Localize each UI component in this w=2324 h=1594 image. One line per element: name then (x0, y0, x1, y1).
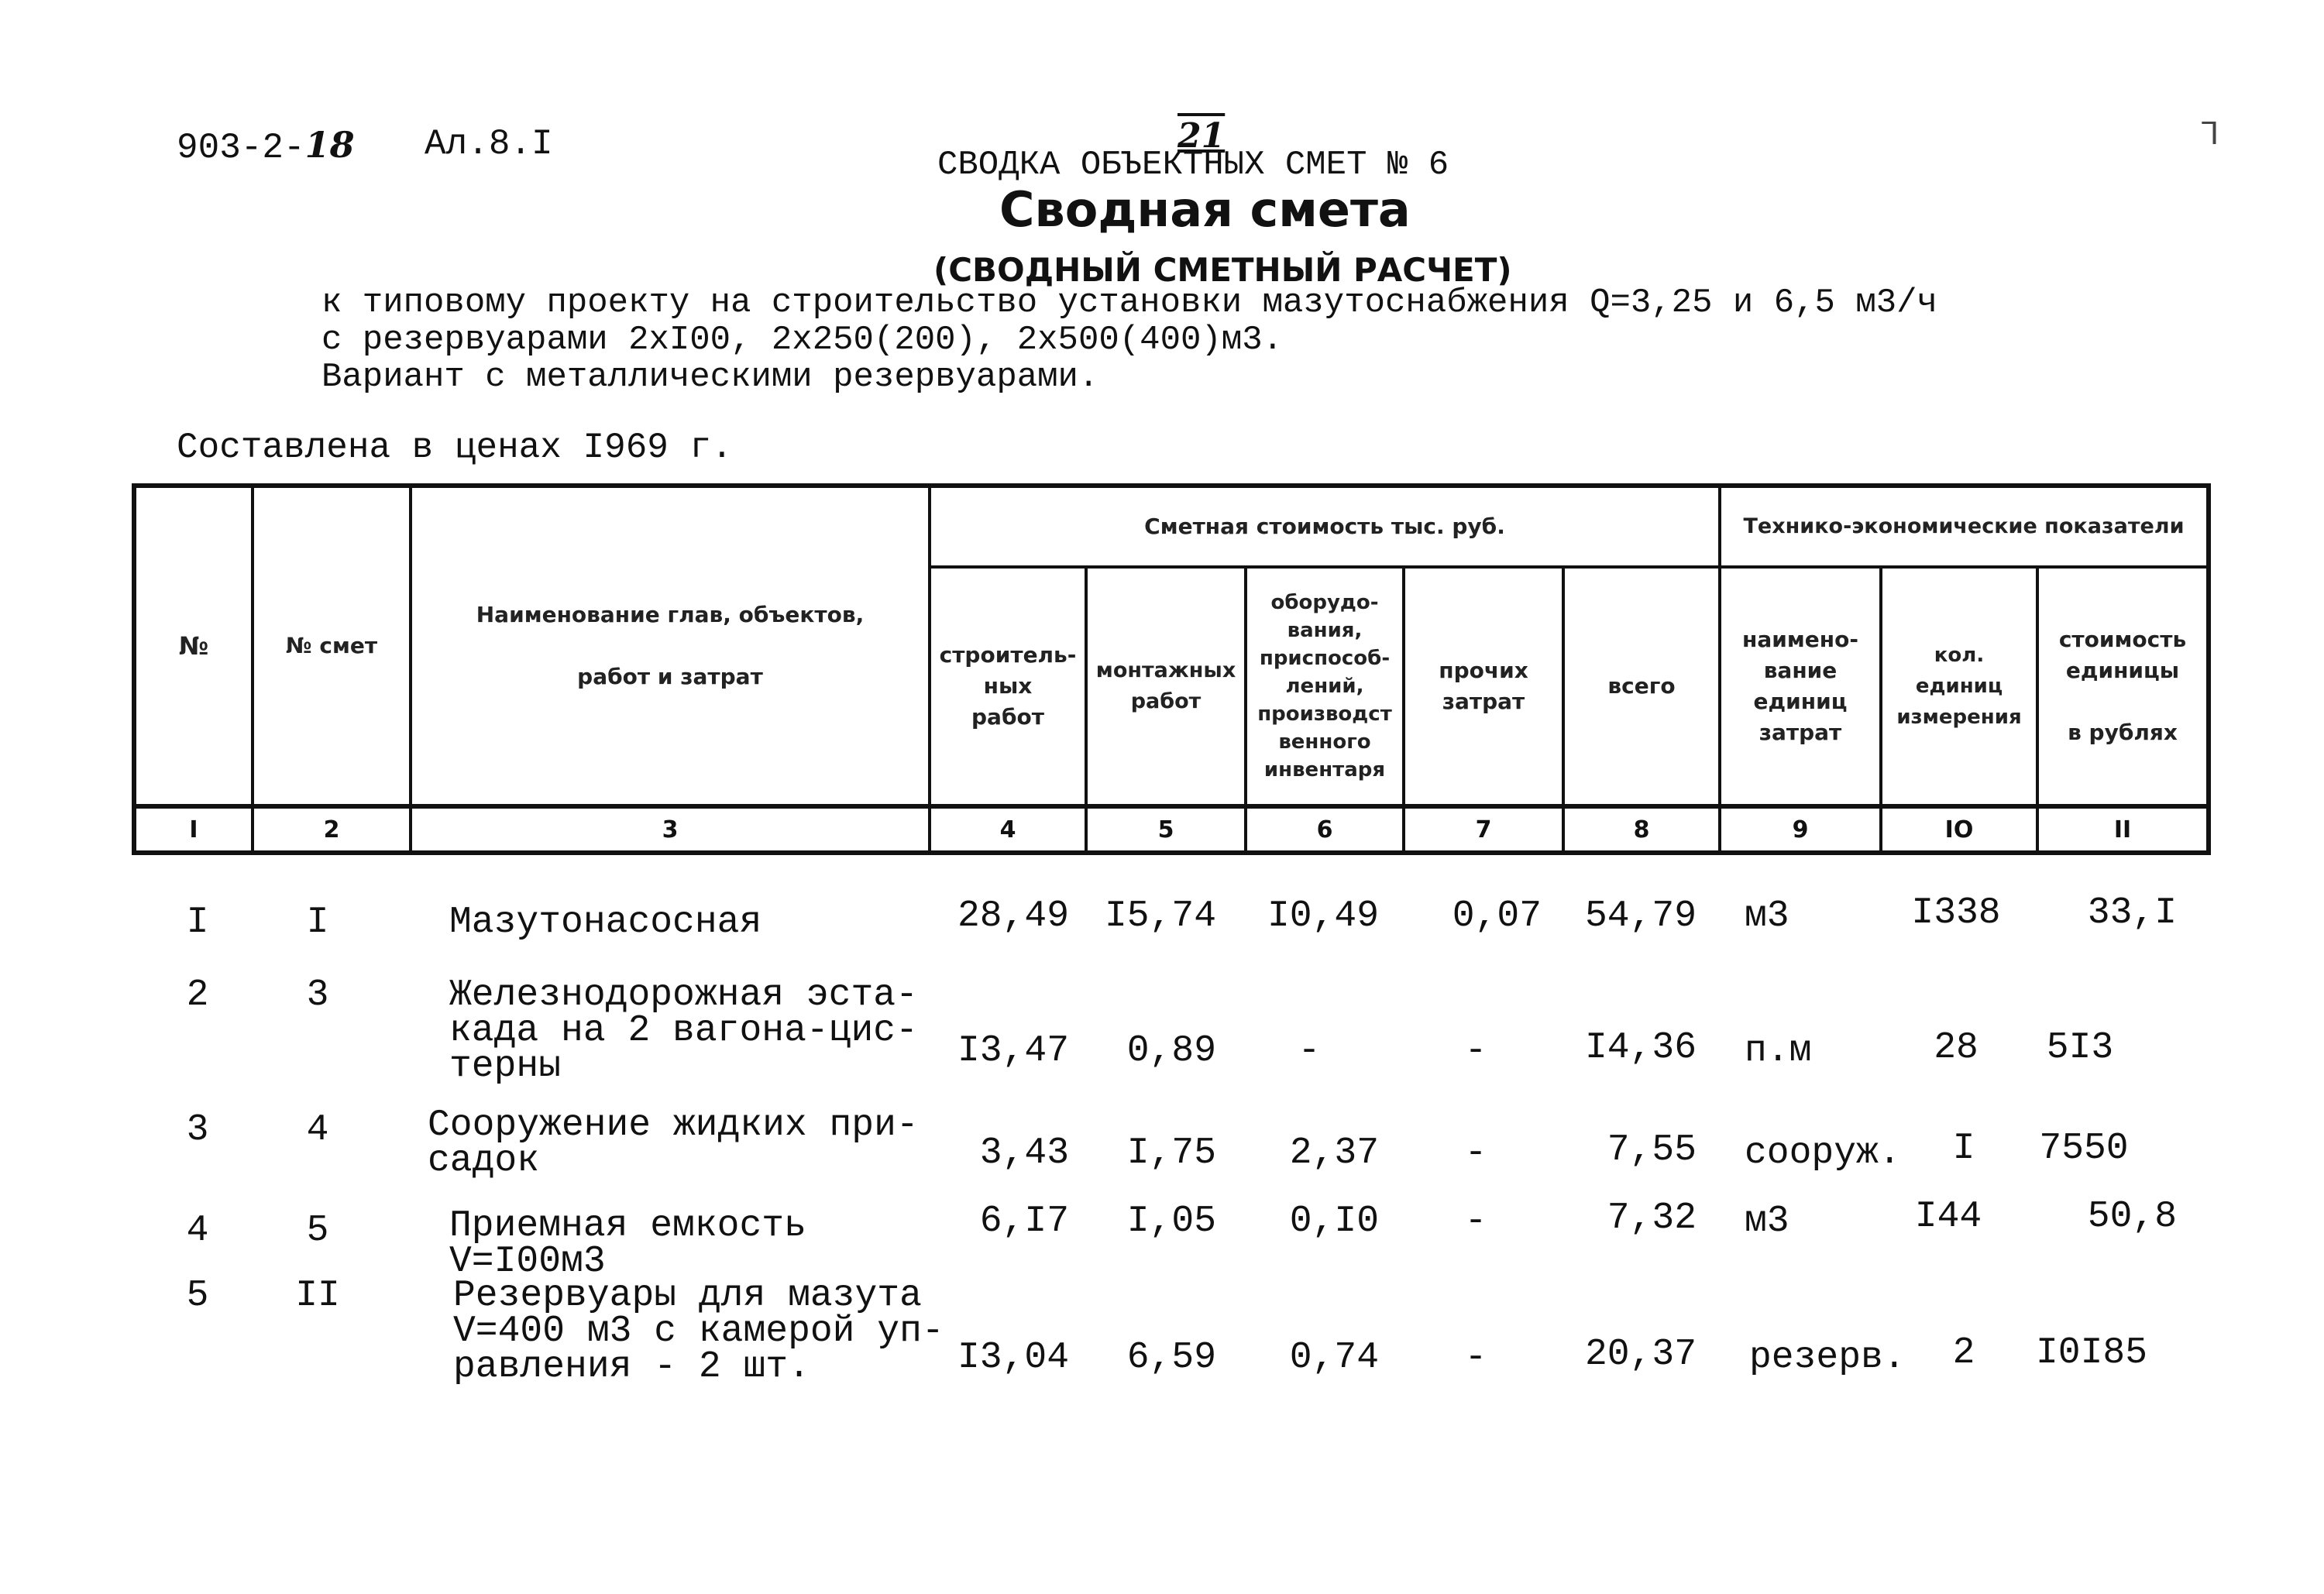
header-name: Наименование глав, объектов, работ и затрат (476, 602, 865, 689)
subtitle: (СВОДНЫЙ СМЕТНЫЙ РАСЧЕТ) (933, 251, 1512, 289)
row-equipment: 0,74 (1289, 1337, 1379, 1379)
row-no: 5 (186, 1275, 209, 1317)
description-line-2: с резервуарами 2хI00, 2х250(200), 2х500(400)м3. (321, 321, 1284, 359)
col-number: 7 (1475, 816, 1492, 843)
row-qty: 28 (1934, 1027, 1978, 1069)
header-other: прочих затрат (1439, 658, 1528, 714)
row-name: Приемная емкость V=I00м3 (449, 1205, 806, 1283)
col-number: 2 (323, 816, 340, 843)
row-total: 20,37 (1584, 1334, 1697, 1376)
row-smet: 3 (306, 974, 329, 1016)
col-number: 8 (1633, 816, 1650, 843)
row-unit: м3 (1745, 1201, 1789, 1242)
row-qty: 2 (1952, 1332, 1975, 1374)
row-cost: I0I85 (2035, 1332, 2148, 1374)
row-installation: I5,74 (1104, 895, 1216, 937)
header-group-tech: Технико-экономические показатели (1743, 514, 2185, 538)
row-unit: сооруж. (1745, 1132, 1901, 1174)
main-title: Сводная смета (999, 181, 1411, 238)
row-unit: резерв. (1749, 1337, 1906, 1379)
row-no: 3 (186, 1109, 209, 1151)
document-code-handwritten: 18 (304, 124, 355, 166)
row-smet: I (306, 902, 329, 943)
header-equipment: оборудо- вания, приспособ- лений, производст венного инвентаря (1257, 591, 1392, 782)
sheet-number: Ал.8.I (425, 124, 553, 164)
row-installation: I,75 (1126, 1132, 1216, 1174)
row-equipment: 2,37 (1289, 1132, 1379, 1174)
row-total: 7,32 (1607, 1197, 1697, 1239)
summary-title: СВОДКА ОБЪЕКТНЫХ СМЕТ № 6 (937, 146, 1449, 184)
row-construction: 28,49 (957, 895, 1069, 937)
row-no: 4 (186, 1210, 209, 1252)
row-other: 0,07 (1452, 895, 1542, 937)
row-construction: 3,43 (979, 1132, 1069, 1174)
row-cost: 5I3 (2046, 1027, 2114, 1069)
row-smet: 4 (306, 1109, 329, 1151)
header-unit-qty: кол. единиц измерения (1896, 644, 2022, 729)
col-number: 4 (999, 816, 1016, 843)
row-total: 7,55 (1607, 1129, 1697, 1171)
row-other: - (1464, 1337, 1487, 1379)
row-name: Железнодорожная эста- када на 2 вагона-цис- терны (449, 974, 918, 1087)
row-installation: I,05 (1126, 1201, 1216, 1242)
header-total: всего (1607, 673, 1676, 699)
header-installation: монтажных работ (1095, 658, 1236, 713)
header-no: № (178, 631, 209, 661)
document-code (177, 124, 355, 168)
col-number: 6 (1316, 816, 1333, 843)
document-code-prefix: 903-2- (177, 128, 305, 168)
page-number: 21 (1177, 116, 1226, 156)
header-unit-cost: стоимость единицы в рублях (2058, 627, 2187, 745)
row-other: - (1464, 1030, 1487, 1072)
col-number: 9 (1792, 816, 1809, 843)
row-name: Резервуары для мазута V=400 м3 с камерой уп- равления - 2 шт. (453, 1275, 944, 1388)
row-smet: 5 (306, 1210, 329, 1252)
row-no: I (186, 902, 209, 943)
col-number: IO (1944, 816, 1974, 843)
description-line-3: Вариант с металлическими резервуарами. (321, 358, 1099, 397)
header-smet-no: № смет (285, 633, 378, 658)
row-other: - (1464, 1201, 1487, 1242)
row-total: 54,79 (1584, 895, 1697, 937)
row-smet: II (295, 1275, 340, 1317)
header-unit-name: наимено- вание единиц затрат (1742, 627, 1858, 745)
row-other: - (1464, 1132, 1487, 1174)
row-equipment: - (1298, 1030, 1321, 1072)
row-qty: I (1952, 1128, 1975, 1170)
row-name: Сооружение жидких при- садок (428, 1104, 919, 1182)
header-construction: строитель- ных работ (939, 642, 1077, 730)
row-unit: м3 (1745, 895, 1789, 937)
row-construction: I3,47 (957, 1030, 1069, 1072)
row-construction: 6,I7 (979, 1201, 1069, 1242)
row-cost: 50,8 (2087, 1196, 2177, 1238)
row-no: 2 (186, 974, 209, 1016)
col-number: 3 (662, 816, 679, 843)
prices-note: Составлена в ценах I969 г. (177, 428, 733, 468)
header-group-cost: Сметная стоимость тыс. руб. (1144, 514, 1505, 539)
row-equipment: I0,49 (1267, 895, 1379, 937)
row-construction: I3,04 (957, 1337, 1069, 1379)
row-cost: 7550 (2039, 1128, 2129, 1170)
row-qty: I338 (1911, 892, 2001, 934)
description-line-1: к типовому проекту на строительство установки мазутоснабжения Q=3,25 и 6,5 м3/ч (321, 283, 1937, 322)
row-equipment: 0,I0 (1289, 1201, 1379, 1242)
row-installation: 6,59 (1126, 1337, 1216, 1379)
row-name: Мазутонасосная (449, 902, 762, 943)
col-number: 5 (1157, 816, 1174, 843)
corner-mark: ᒣ (2200, 119, 2219, 154)
row-cost: 33,I (2087, 892, 2177, 934)
col-number: I (189, 816, 198, 843)
row-installation: 0,89 (1126, 1030, 1216, 1072)
col-number: II (2113, 816, 2132, 843)
table-header (132, 483, 2211, 855)
row-qty: I44 (1914, 1196, 1982, 1238)
row-unit: п.м (1745, 1030, 1812, 1072)
row-total: I4,36 (1584, 1027, 1697, 1069)
